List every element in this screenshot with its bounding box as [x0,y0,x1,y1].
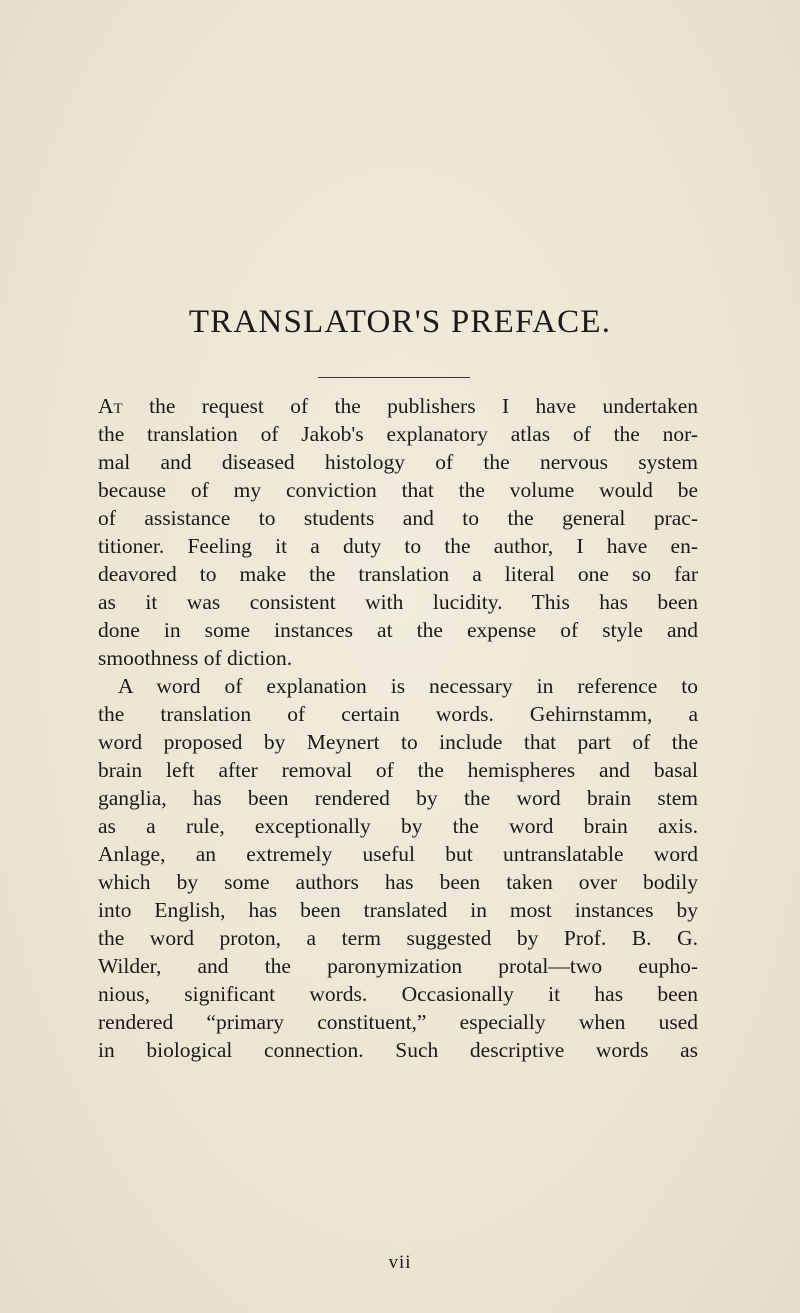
text-line: the word proton, a term suggested by Prof. B. G. [98,926,698,950]
text-line: deavored to make the translation a literal one so far [98,562,698,586]
preface-body [98,392,698,1064]
page-number: vii [388,1252,412,1273]
text-line: the translation of certain words. Gehirnstamm, a [98,702,698,726]
preface-title: TRANSLATOR'S PREFACE. [188,304,612,340]
text-line: A word of explanation is necessary in reference to [118,674,698,698]
text-line: Anlage, an extremely useful but untranslatable word [98,842,698,866]
text-line: done in some instances at the expense of style and [98,618,698,642]
text-line: as a rule, exceptionally by the word brain axis. [98,814,698,838]
text-line: the translation of Jakob's explanatory atlas of the nor- [98,422,698,446]
text-line: which by some authors has been taken over bodily [98,870,698,894]
text-line: brain left after removal of the hemispheres and basal [98,758,698,782]
text-line: rendered “primary constituent,” especially when used [98,1010,698,1034]
text-line [98,392,698,420]
text-line: in biological connection. Such descriptive words as [98,1038,698,1062]
text-line: word proposed by Meynert to include that part of the [98,730,698,754]
text-line: as it was consistent with lucidity. This has been [98,590,698,614]
line-rest: the request of the publishers I have undertaken [122,394,698,418]
title-rule [318,377,470,378]
text-line: of assistance to students and to the general prac- [98,506,698,530]
text-line: Wilder, and the paronymization protal—two eupho- [98,954,698,978]
opening-word: At [98,394,123,418]
text-line: titioner. Feeling it a duty to the author, I have en- [98,534,698,558]
text-line: mal and diseased histology of the nervous system [98,450,698,474]
text-line: because of my conviction that the volume would be [98,478,698,502]
text-line: nious, significant words. Occasionally it has been [98,982,698,1006]
text-line: into English, has been translated in most instances by [98,898,698,922]
text-line: ganglia, has been rendered by the word brain stem [98,786,698,810]
text-line: smoothness of diction. [98,646,293,670]
